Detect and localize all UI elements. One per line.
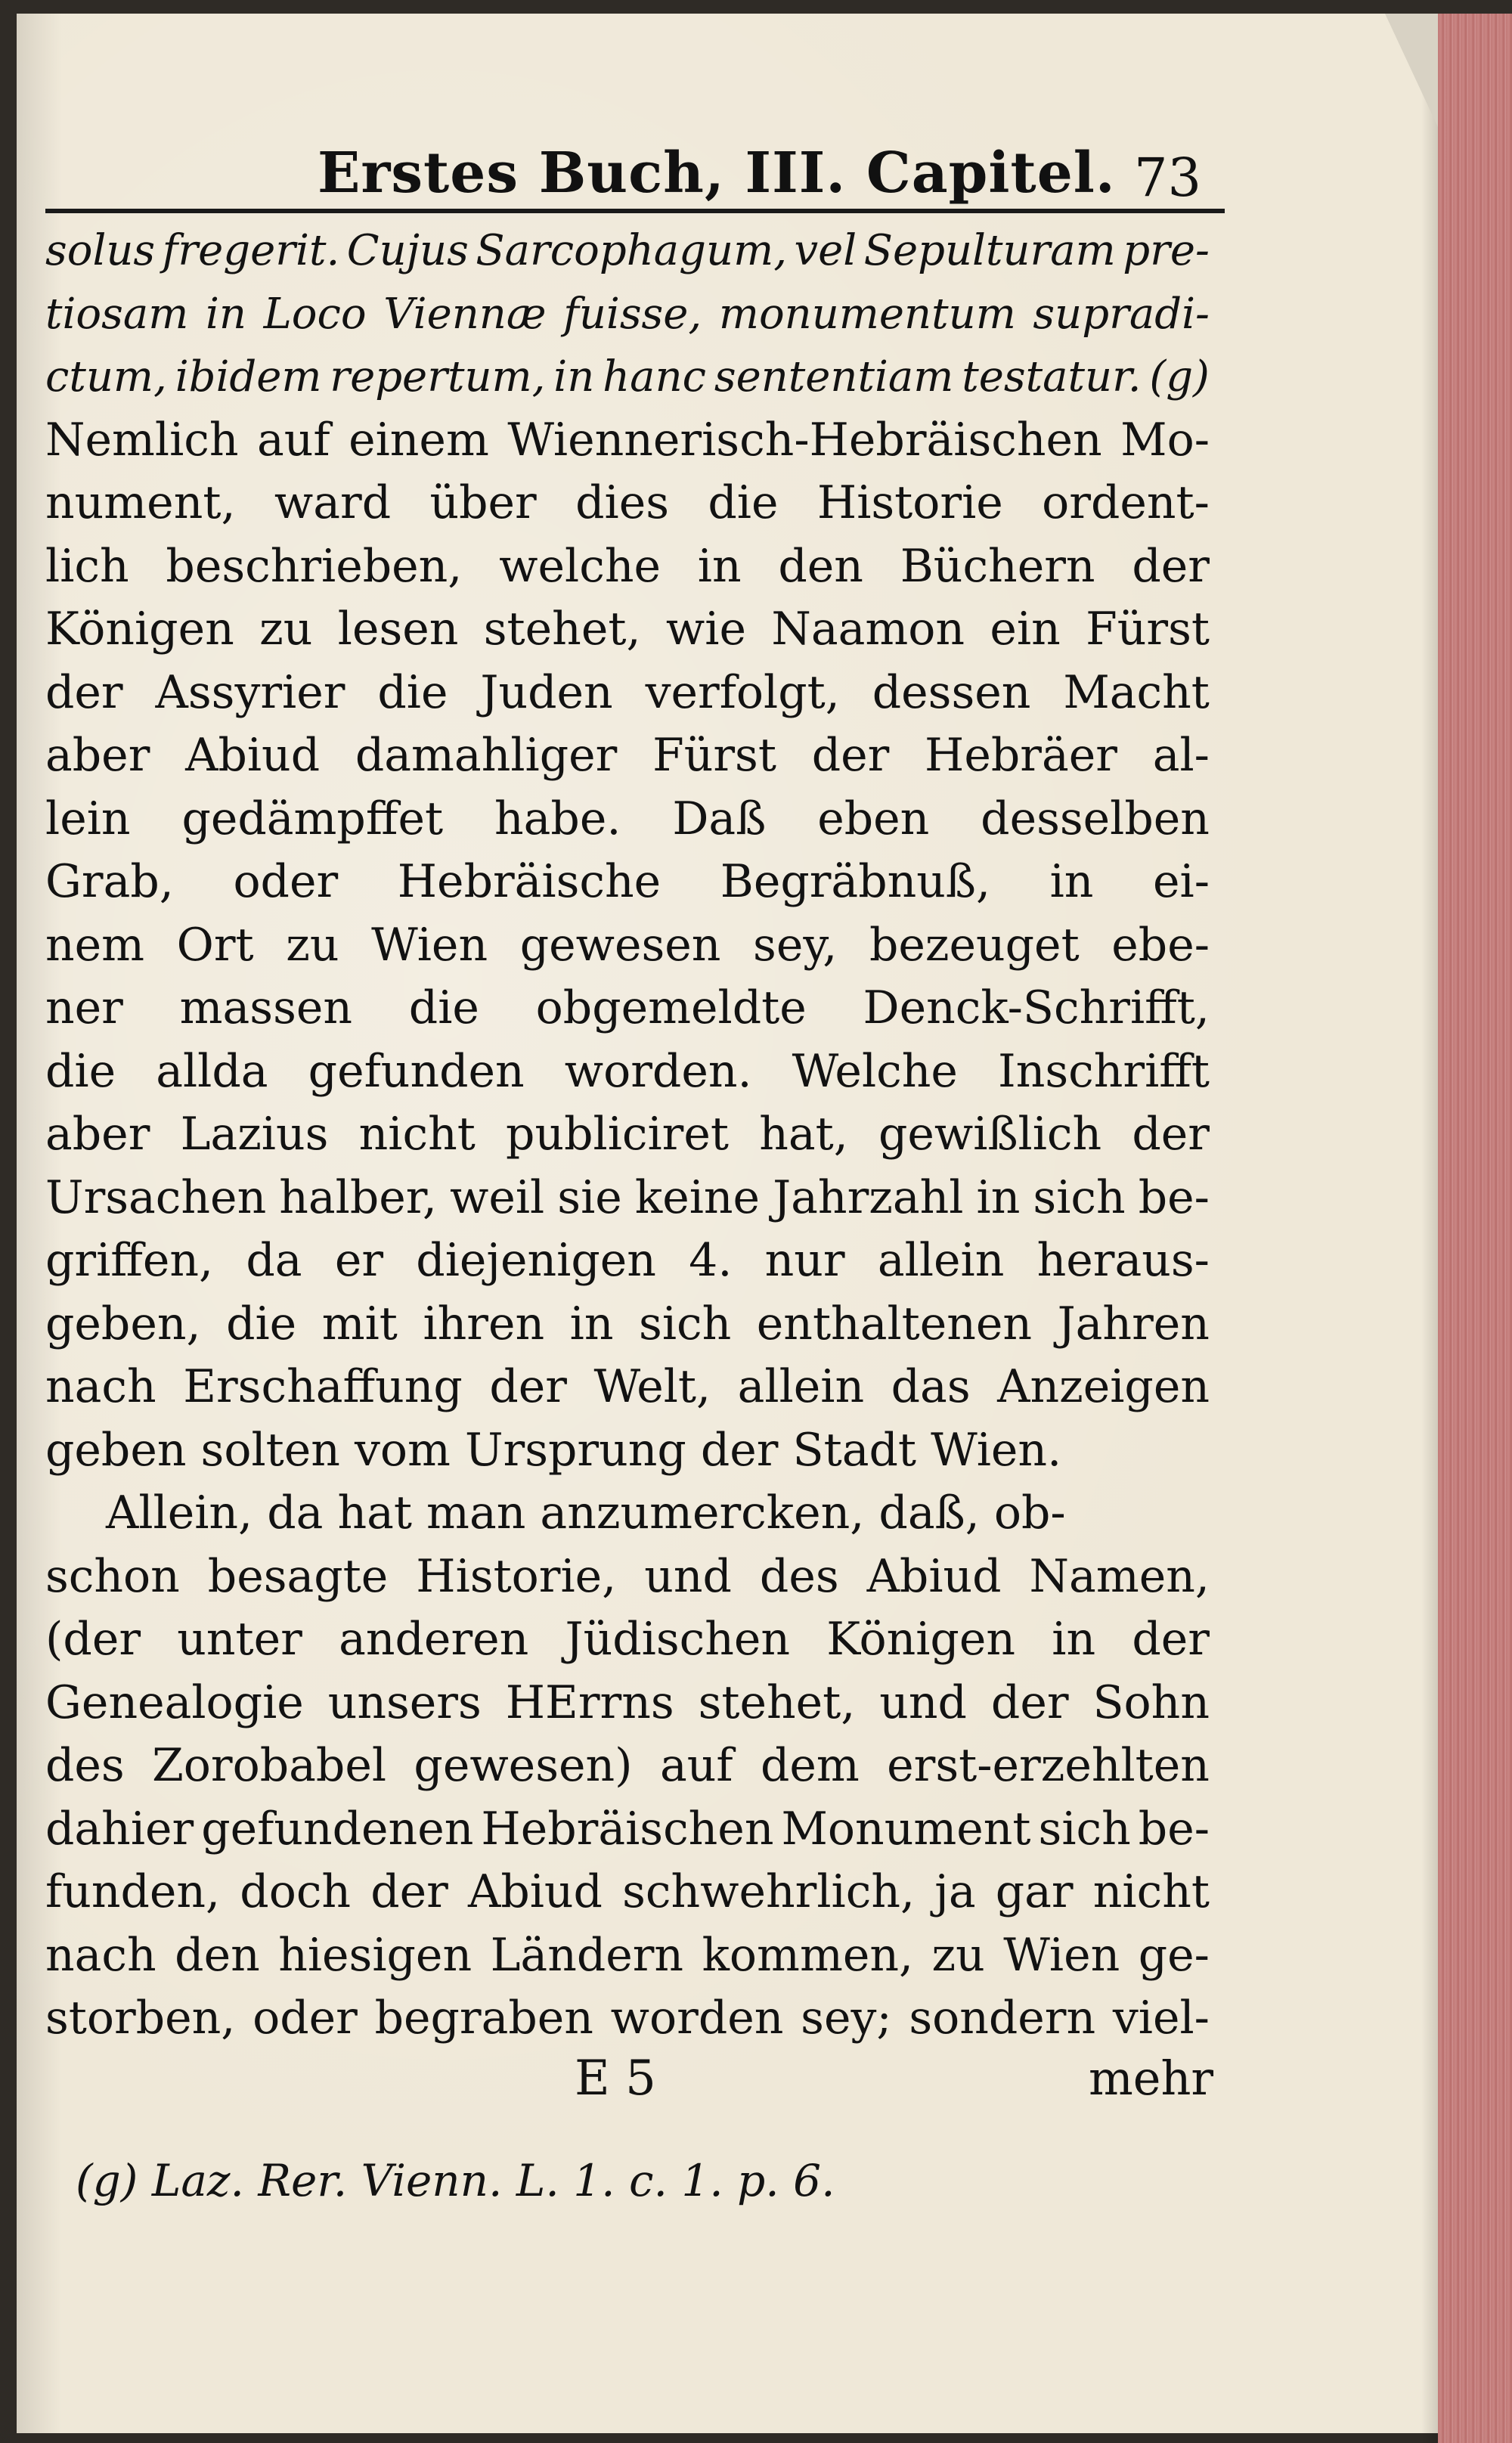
text-line: aber Lazius nicht publiciret hat, gewißlich der bbox=[45, 1108, 1210, 1161]
text-line: griffen, da er diejenigen 4. nur allein heraus- bbox=[45, 1234, 1210, 1287]
text-line: Ursachen halber, weil sie keine Jahrzahl in sich be- bbox=[45, 1170, 1210, 1224]
text-line: Königen zu lesen stehet, wie Naamon ein Fürst bbox=[45, 603, 1210, 656]
text-line: geben solten vom Ursprung der Stadt Wien. bbox=[45, 1423, 1062, 1477]
body-text bbox=[45, 219, 1210, 2051]
text-line: tiosam in Loco Viennæ fuisse, monumentum supradi- bbox=[45, 289, 1210, 339]
text-line: ner massen die obgemeldte Denck-Schrifft, bbox=[45, 981, 1210, 1034]
text-line: solus fregerit. Cujus Sarcophagum, vel Sepulturam pre- bbox=[45, 226, 1210, 275]
signature-mark: E 5 bbox=[575, 2051, 656, 2107]
text-line: Allein, da hat man anzumercken, daß, ob- bbox=[106, 1487, 1066, 1539]
text-line: lich beschrieben, welche in den Büchern der bbox=[45, 539, 1210, 593]
text-line: dahier gefundenen Hebräischen Monument sich be- bbox=[45, 1802, 1210, 1856]
text-line: nach den hiesigen Ländern kommen, zu Wien ge- bbox=[45, 1928, 1210, 1982]
text-line: nach Erschaffung der Welt, allein das Anzeigen bbox=[45, 1360, 1210, 1413]
text-line: nument, ward über dies die Historie ordent- bbox=[45, 476, 1210, 529]
text-line: nem Ort zu Wien gewesen sey, bezeuget ebe- bbox=[45, 918, 1210, 972]
text-line: Nemlich auf einem Wiennerisch-Hebräischen Mo- bbox=[45, 413, 1210, 467]
text-line: aber Abiud damahliger Fürst der Hebräer al- bbox=[45, 729, 1210, 782]
text-line: der Assyrier die Juden verfolgt, dessen Macht bbox=[45, 665, 1210, 719]
text-line: lein gedämpffet habe. Daß eben desselben bbox=[45, 792, 1210, 845]
text-line: geben, die mit ihren in sich enthaltenen Jahren bbox=[45, 1297, 1210, 1350]
running-head-title: Erstes Buch, III. Capitel. bbox=[318, 141, 1116, 206]
book-fore-edge bbox=[1438, 14, 1512, 2443]
catchword: mehr bbox=[1089, 2051, 1214, 2106]
signature-row bbox=[45, 2051, 1214, 2119]
text-line: (der unter anderen Jüdischen Königen in der bbox=[45, 1613, 1210, 1666]
running-head bbox=[45, 113, 1225, 219]
page-corner-fold bbox=[1385, 14, 1438, 127]
header-rule bbox=[45, 209, 1225, 213]
text-line: storben, oder begraben worden sey; sondern viel- bbox=[45, 1992, 1210, 2045]
text-line: Genealogie unsers HErrns stehet, und der Sohn bbox=[45, 1676, 1210, 1729]
footnote: (g) Laz. Rer. Vienn. L. 1. c. 1. p. 6. bbox=[76, 2155, 835, 2206]
text-line: schon besagte Historie, und des Abiud Namen, bbox=[45, 1549, 1210, 1603]
text-line: des Zorobabel gewesen) auf dem erst-erzehlten bbox=[45, 1739, 1210, 1792]
text-line: die allda gefunden worden. Welche Inschrifft bbox=[45, 1044, 1210, 1098]
text-line: funden, doch der Abiud schwehrlich, ja gar nicht bbox=[45, 1865, 1210, 1918]
text-line: ctum, ibidem repertum, in hanc sententiam testatur. (g) bbox=[45, 352, 1210, 401]
text-line: Grab, oder Hebräische Begräbnuß, in ei- bbox=[45, 855, 1210, 908]
page-number: 73 bbox=[1134, 147, 1202, 209]
